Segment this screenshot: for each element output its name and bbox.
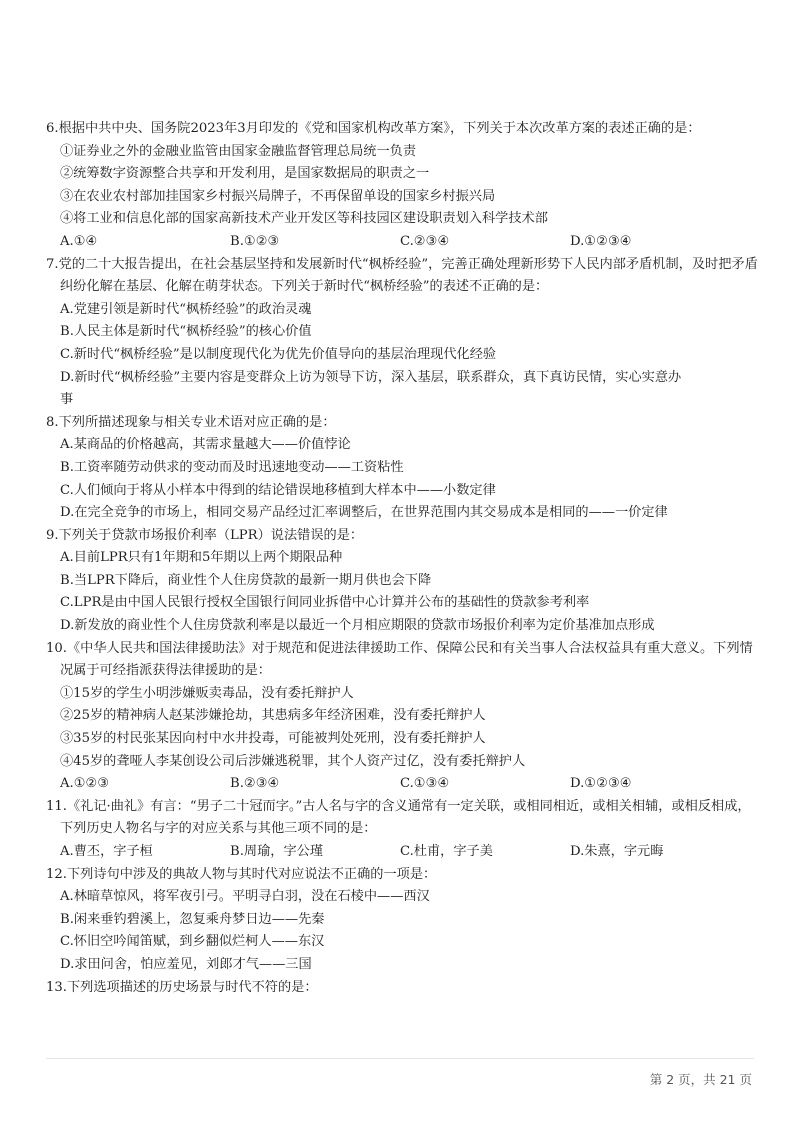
option-c: C.新时代“枫桥经验”是以制度现代化为优先价值导向的基层治理现代化经验 [60, 346, 497, 362]
question-stem: 11.《礼记·曲礼》有言：“男子二十冠而字。”古人名与字的含义通常有一定关联，或相同相近，或相关相辅，或相反相成，下列历史人物名与字的对应关系与其他三项不同的是： [46, 798, 751, 837]
statement: ③在农业农村部加挂国家乡村振兴局牌子，不再保留单设的国家乡村振兴局 [60, 188, 496, 204]
choice-c: C.②③④ [400, 233, 450, 249]
question-13 [46, 977, 762, 1000]
option-b: B.工资率随劳动供求的变动而及时迅速地变动——工资粘性 [60, 459, 404, 475]
choice-a: A.①②③ [60, 776, 110, 792]
option-a: A.党建引领是新时代“枫桥经验”的政治灵魂 [60, 301, 312, 317]
question-stem: 8.下列所描述现象与相关专业术语对应正确的是： [46, 414, 336, 430]
option-a: A.某商品的价格越高，其需求量越大——价值悖论 [60, 437, 351, 453]
statement: ①证券业之外的金融业监管由国家金融监督管理总局统一负责 [60, 143, 417, 159]
choice-d: D.①②③④ [570, 233, 632, 249]
choice-c: C.①③④ [400, 776, 450, 792]
option-d: D.新发放的商业性个人住房贷款利率是以最近一个月相应期限的贷款市场报价利率为定价基准加点形成 [60, 618, 655, 634]
statement: ②统筹数字资源整合共享和开发利用，是国家数据局的职责之一 [60, 166, 430, 182]
choice-d: D.①②③④ [570, 776, 632, 792]
option-c: C.LPR是由中国人民银行授权全国银行间同业拆借中心计算并公布的基础性的贷款参考利率 [60, 595, 590, 611]
statement: ④将工业和信息化部的国家高新技术产业开发区等科技园区建设职责划入科学技术部 [60, 211, 548, 227]
question-stem: 6.根据中共中央、国务院2023年3月印发的《党和国家机构改革方案》，下列关于本次改革方案的表述正确的是： [46, 121, 701, 136]
choice-a: A.曹丕，字子桓 [60, 844, 153, 859]
statement: ③35岁的村民张某因向村中水井投毒，可能被判处死刑，没有委托辩护人 [60, 731, 486, 747]
question-12 [46, 864, 762, 977]
choice-d: D.朱熹，字元晦 [570, 844, 664, 859]
choice-b: B.周瑜，字公瑾 [230, 844, 324, 859]
choice-a: A.①④ [60, 233, 98, 249]
answer-choices [46, 231, 762, 254]
option-d: D.在完全竞争的市场上，相同交易产品经过汇率调整后，在世界范围内其交易成本是相同的——一价定律 [60, 505, 668, 521]
option-b: B.闲来垂钓碧溪上，忽复乘舟梦日边——先秦 [60, 911, 325, 927]
page-number: 第 2 页，共 21 页 [649, 1072, 752, 1087]
option-a: A.目前LPR只有1年期和5年期以上两个期限品种 [60, 550, 343, 566]
question-list [46, 118, 762, 999]
option-a: A.林暗草惊风，将军夜引弓。平明寻白羽，没在石棱中——西汉 [60, 889, 430, 905]
question-stem: 13.下列选项描述的历史场景与时代不符的是： [46, 979, 318, 995]
option-d: D.求田问舍，怕应羞见，刘郎才气——三国 [60, 956, 312, 972]
option-d: D.新时代“枫桥经验”主要内容是变群众上访为领导下访，深入基层，联系群众，真下真访民情，实心实意办 [60, 369, 682, 385]
option-d-continued: 事 [60, 392, 74, 408]
answer-choices [46, 773, 762, 796]
choice-b: B.①②③ [230, 233, 280, 249]
question-stem: 12.下列诗句中涉及的典故人物与其时代对应说法不正确的一项是： [46, 866, 437, 882]
option-c: C.怀旧空吟闻笛赋，到乡翻似烂柯人——东汉 [60, 934, 325, 950]
statement: ④45岁的聋哑人李某创设公司后涉嫌逃税罪，其个人资产过亿，没有委托辩护人 [60, 753, 526, 769]
option-c: C.人们倾向于将从小样本中得到的结论错误地移植到大样本中——小数定律 [60, 482, 496, 498]
question-stem: 7.党的二十大报告提出，在社会基层坚持和发展新时代“枫桥经验”，完善正确处理新形势下人民内部矛盾机制，及时把矛盾纠纷化解在基层、化解在萌芽状态。下列关于新时代“枫桥经验”的表述不正确的是： [46, 256, 758, 295]
question-11 [46, 796, 762, 864]
option-b: B.当LPR下降后，商业性个人住房贷款的最新一期月供也会下降 [60, 572, 432, 588]
choice-c: C.杜甫，字子美 [400, 844, 493, 859]
choice-b: B.②③④ [230, 776, 280, 792]
question-10 [46, 638, 762, 796]
statement: ①15岁的学生小明涉嫌贩卖毒品，没有委托辩护人 [60, 685, 354, 701]
statement: ②25岁的精神病人赵某涉嫌抢劫，其患病多年经济困难，没有委托辩护人 [60, 708, 486, 724]
footer-divider [46, 1058, 754, 1059]
question-stem: 10.《中华人民共和国法律援助法》对于规范和促进法律援助工作、保障公民和有关当事人合法权益具有重大意义。下列情况属于可经指派获得法律援助的是： [46, 640, 753, 679]
question-stem: 9.下列关于贷款市场报价利率（LPR）说法错误的是： [46, 527, 364, 543]
question-6 [46, 118, 762, 254]
option-b: B.人民主体是新时代“枫桥经验”的核心价值 [60, 324, 312, 340]
answer-choices [46, 841, 762, 864]
question-9 [46, 525, 762, 638]
question-7 [46, 254, 762, 412]
question-8 [46, 412, 762, 525]
